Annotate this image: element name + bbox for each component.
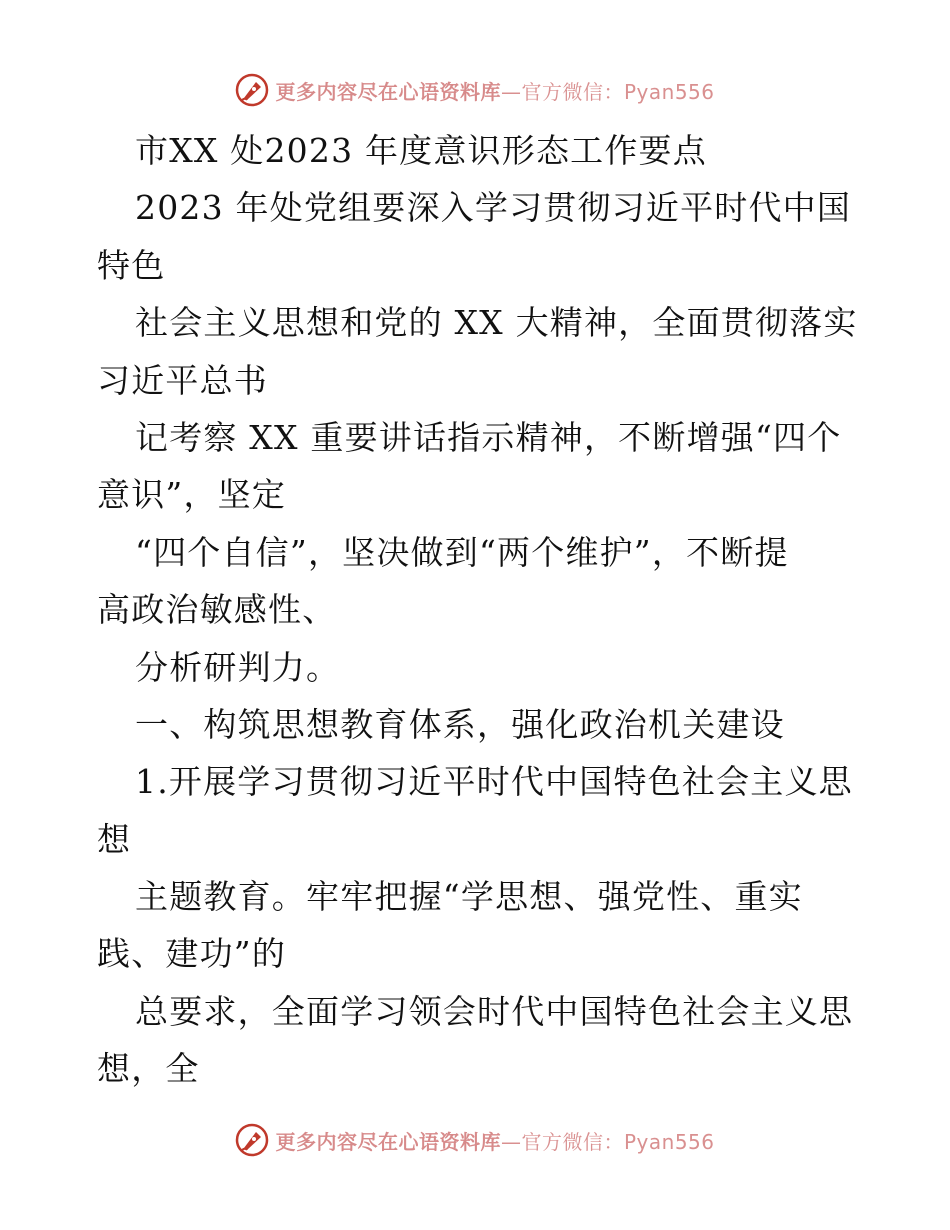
pen-nib-logo-icon <box>235 73 269 107</box>
watermark-banner-bottom <box>0 1120 950 1160</box>
paragraph-line: 总要求，全面学习领会时代中国特色社会主义思 <box>135 991 854 1031</box>
paragraph-line: 践、建功”的 <box>97 934 287 974</box>
watermark-banner-top <box>0 70 950 110</box>
paragraph-line: 习近平总书 <box>97 360 268 400</box>
paragraph-line: 分析研判力。 <box>135 647 341 687</box>
section-heading: 一、构筑思想教育体系，强化政治机关建设 <box>135 704 785 744</box>
paragraph-line: 高政治敏感性、 <box>97 590 337 630</box>
watermark-text: 更多内容尽在心语资料库—官方微信：Pyan556 <box>275 1129 715 1154</box>
paragraph-line: “四个自信”，坚决做到“两个维护”，不断提 <box>135 532 789 572</box>
paragraph-line: 特色 <box>97 245 166 285</box>
document-title: 市XX 处2023 年度意识形态工作要点 <box>135 131 707 170</box>
paragraph-line: 想 <box>97 819 132 859</box>
paragraph-line: 想，全 <box>97 1049 200 1089</box>
document-body <box>97 122 857 1098</box>
paragraph-line: 2023 年处党组要深入学习贯彻习近平时代中国 <box>135 188 852 228</box>
pen-nib-logo-icon <box>235 1123 269 1157</box>
paragraph-line: 社会主义思想和党的 XX 大精神，全面贯彻落实 <box>135 303 858 343</box>
watermark-text: 更多内容尽在心语资料库—官方微信：Pyan556 <box>275 79 715 104</box>
subsection-heading: 1.开展学习贯彻习近平时代中国特色社会主义思 <box>135 762 853 802</box>
paragraph-line: 意识”，坚定 <box>97 475 287 515</box>
paragraph-line: 记考察 XX 重要讲话指示精神，不断增强“四个 <box>135 417 842 457</box>
paragraph-line: 主题教育。牢牢把握“学思想、强党性、重实 <box>135 877 803 917</box>
